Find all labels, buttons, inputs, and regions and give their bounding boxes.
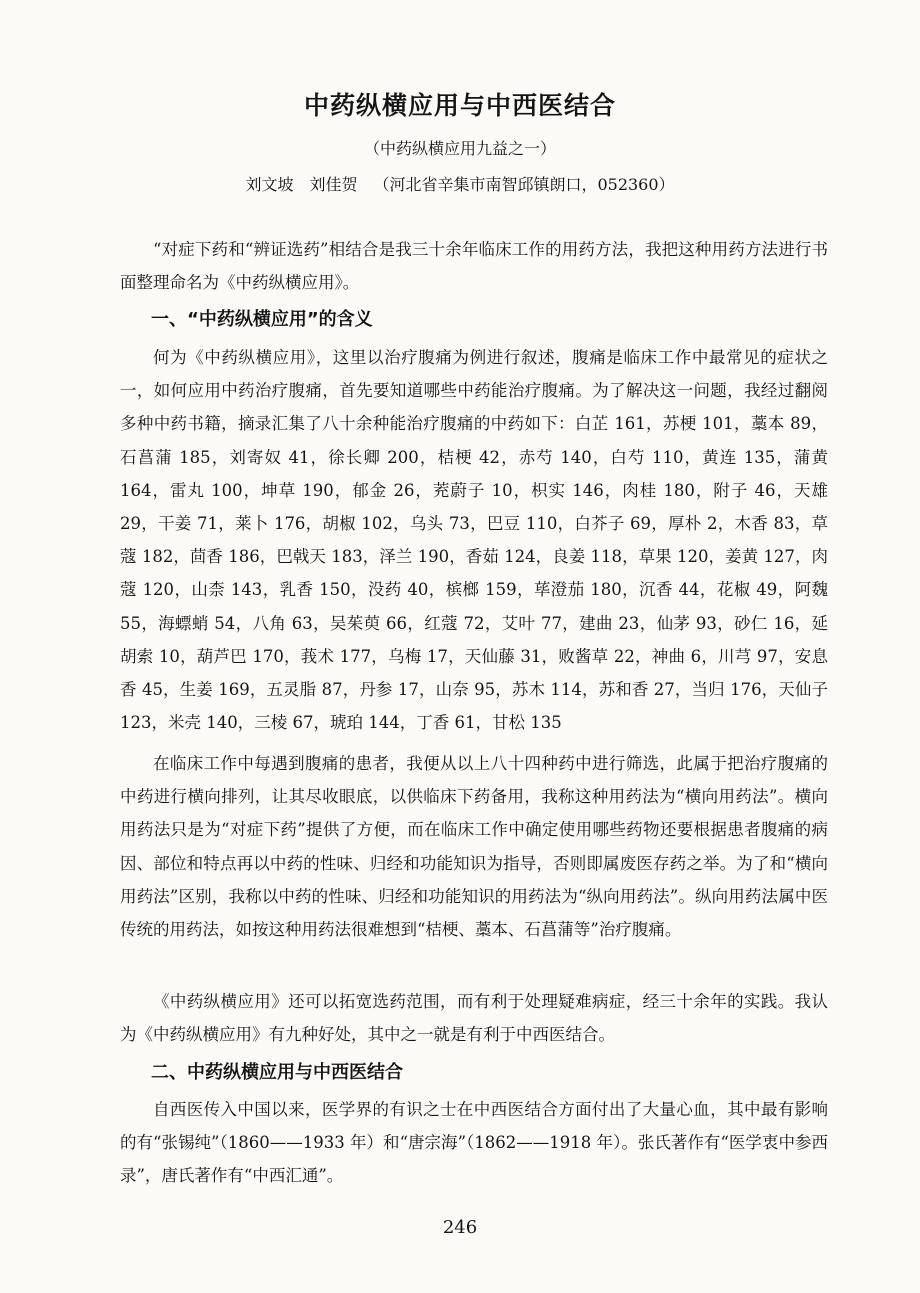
authors: 刘文坡 刘佳贺 [245,175,358,194]
page-title: 中药纵横应用与中西医结合 [303,91,616,120]
page-number: 246 [442,1217,478,1238]
paragraph-method: 在临床工作中每遇到腹痛的患者，我便从以上八十四种药中进行筛选，此属于把治疗腹痛的中药进行横向排列，让其尽收眼底，以供临床下药备用，我称这种用药法为“横向用药法”。横向用药法只是为“对症下药”提供了方便，而在临床工作中确定使用哪些药物还要根据患者腹痛的病因、部位和特点再以中药的性味、归经和功能知识为指导，否则即属废医存药之举。为了和“横向用药法”区别，我称以中药的性味、归经和功能知识的用药法为“纵向用药法”。纵向用药法属中医传统的用药法，如按这种用药法很难想到“桔梗、藁本、石菖蒲等”治疗腹痛。 [120,754,828,940]
affiliation: （河北省辛集市南智邱镇朗口，052360） [373,175,675,194]
author-line [0,172,920,195]
section-heading-1: 一、“中药纵横应用”的含义 [151,309,373,330]
subtitle: （中药纵横应用九益之一） [363,139,556,158]
paragraph-history: 自西医传入中国以来，医学界的有识之士在中西医结合方面付出了大量心血，其中最有影响的有“张锡纯”（1860——1933 年）和“唐宗海”（1862——1918 年）。张氏著作有“医学衷中参西录”，唐氏著作有“中西汇通”。 [120,1100,828,1186]
paragraph-benefits: 《中药纵横应用》还可以拓宽选药范围，而有利于处理疑难病症，经三十余年的实践。我认为《中药纵横应用》有九种好处，其中之一就是有利于中西医结合。 [120,992,828,1045]
paragraph-herb-list: 何为《中药纵横应用》，这里以治疗腹痛为例进行叙述，腹痛是临床工作中最常见的症状之一，如何应用中药治疗腹痛，首先要知道哪些中药能治疗腹痛。为了解决这一问题，我经过翻阅多种中药书籍，摘录汇集了八十余种能治疗腹痛的中药如下：白芷 161，苏梗 101，藁本 89，石菖蒲 185，刘寄奴 41，徐长卿 200，桔梗 42，赤芍 140，白芍 110，黄连 135，蒲黄 164，雷丸 100，坤草 190，郁金 26，茺蔚子 10，枳实 146，肉桂 180，附子 46，天雄 29，干姜 71，莱卜 176，胡椒 102，乌头 73，巴豆 110，白芥子 69，厚朴 2，木香 83，草蔻 182，茴香 186，巴戟天 183，泽兰 190，香茹 124，良姜 118，草果 120，姜黄 127，肉蔻 120，山柰 143，乳香 150，没药 40，槟榔 159，荜澄茄 180，沉香 44，花椒 49，阿魏 55，海螵蛸 54，八角 63，吴茱萸 66，红蔻 72，艾叶 77，建曲 23，仙茅 93，砂仁 16，延胡索 10，葫芦巴 170，莪术 177，乌梅 17，天仙藤 31，败酱草 22，神曲 6，川芎 97，安息香 45，生姜 169，五灵脂 87，丹参 17，山奈 95，苏木 114，苏和香 27，当归 176，天仙子 123，米壳 140，三棱 67，琥珀 144，丁香 61，甘松 135 [120,348,829,733]
section-heading-2: 二、中药纵横应用与中西医结合 [151,1062,403,1083]
intro-paragraph: “对症下药和“辨证选药”相结合是我三十余年临床工作的用药方法，我把这种用药方法进行书面整理命名为《中药纵横应用》。 [120,240,828,293]
